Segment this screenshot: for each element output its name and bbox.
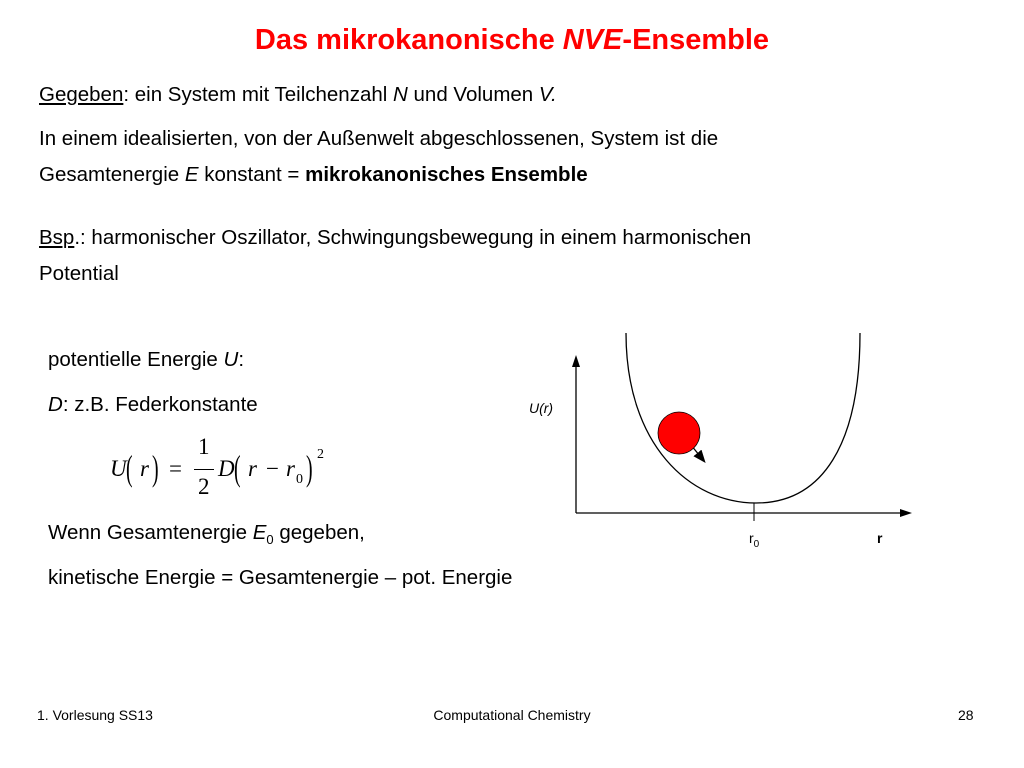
given-text-b: und Volumen: [407, 83, 539, 106]
formula-sub0: 0: [296, 472, 303, 487]
potential-curve: [626, 333, 860, 503]
energy-sub0: 0: [266, 532, 274, 548]
formula-u: U: [110, 456, 127, 481]
given-line: [39, 80, 557, 109]
y-axis-label: U(r): [529, 400, 554, 416]
formula-r0: r: [286, 456, 295, 481]
title-prefix: Das mikrokanonische: [254, 24, 563, 56]
formula-r: r: [140, 456, 149, 481]
formula-paren-close-1: ): [152, 448, 159, 488]
given-var-v: V.: [538, 83, 557, 106]
title-suffix: -Ensemble: [622, 24, 770, 56]
potential-formula: [110, 434, 350, 510]
formula-denominator: 2: [198, 474, 210, 499]
paragraph-var-e: E: [184, 163, 199, 186]
x-axis-label: r: [877, 530, 883, 546]
energy-line1-a: Wenn Gesamtenergie: [48, 521, 253, 544]
given-label: Gegeben: [39, 83, 124, 106]
formula-minus: −: [266, 456, 279, 481]
y-axis-arrow: [572, 355, 580, 367]
formula-paren-close-2: ): [306, 448, 313, 488]
footer-left: 1. Vorlesung SS13: [37, 707, 153, 723]
slide-title: [0, 24, 1024, 57]
footer-page-number: 28: [958, 707, 974, 723]
r0-label: [749, 530, 759, 550]
formula-equals: =: [169, 456, 182, 481]
footer-center: Computational Chemistry: [433, 707, 591, 723]
r0-label-r: r: [749, 530, 754, 546]
example-line1: [39, 223, 751, 252]
example-text-line1: .: harmonischer Oszillator, Schwingungsbewegung in einem harmonischen: [74, 226, 752, 249]
formula-d: D: [218, 456, 235, 481]
energy-line2: kinetische Energie = Gesamtenergie – pot. Energie: [48, 566, 513, 589]
energy-line1: [48, 518, 365, 554]
formula-r2: r: [248, 456, 257, 481]
title-italic: NVE: [562, 24, 623, 56]
ball: [658, 412, 700, 454]
x-axis-arrow: [900, 509, 912, 517]
spring-text: : z.B. Federkonstante: [62, 393, 258, 416]
formula-paren-open-1: (: [126, 448, 133, 488]
potential-text: potentielle Energie: [48, 348, 224, 371]
example-line2: Potential: [39, 262, 119, 285]
spring-line: [48, 390, 258, 419]
paragraph-line2: [39, 160, 588, 189]
paragraph-bold: mikrokanonisches Ensemble: [305, 163, 588, 186]
example-label: Bsp: [39, 226, 75, 249]
formula-paren-open-2: (: [234, 448, 241, 488]
r0-label-sub: 0: [753, 538, 760, 550]
potential-line: [48, 345, 244, 374]
potential-graph: [520, 325, 920, 565]
given-var-n: N: [393, 83, 408, 106]
energy-var-e: E: [252, 521, 267, 544]
potential-var-u: U: [223, 348, 239, 371]
formula-fraction-bar: [194, 469, 214, 470]
potential-colon: :: [238, 348, 245, 371]
paragraph-line2-a: Gesamtenergie: [39, 163, 185, 186]
formula-numerator: 1: [198, 434, 210, 459]
energy-line1-b: gegeben,: [273, 521, 365, 544]
paragraph-line2-b: konstant =: [198, 163, 306, 186]
formula-exp: 2: [317, 447, 324, 462]
given-text-a: : ein System mit Teilchenzahl: [123, 83, 394, 106]
spring-var-d: D: [48, 393, 63, 416]
paragraph-line1: In einem idealisierten, von der Außenwelt abgeschlossenen, System ist die: [39, 127, 719, 150]
